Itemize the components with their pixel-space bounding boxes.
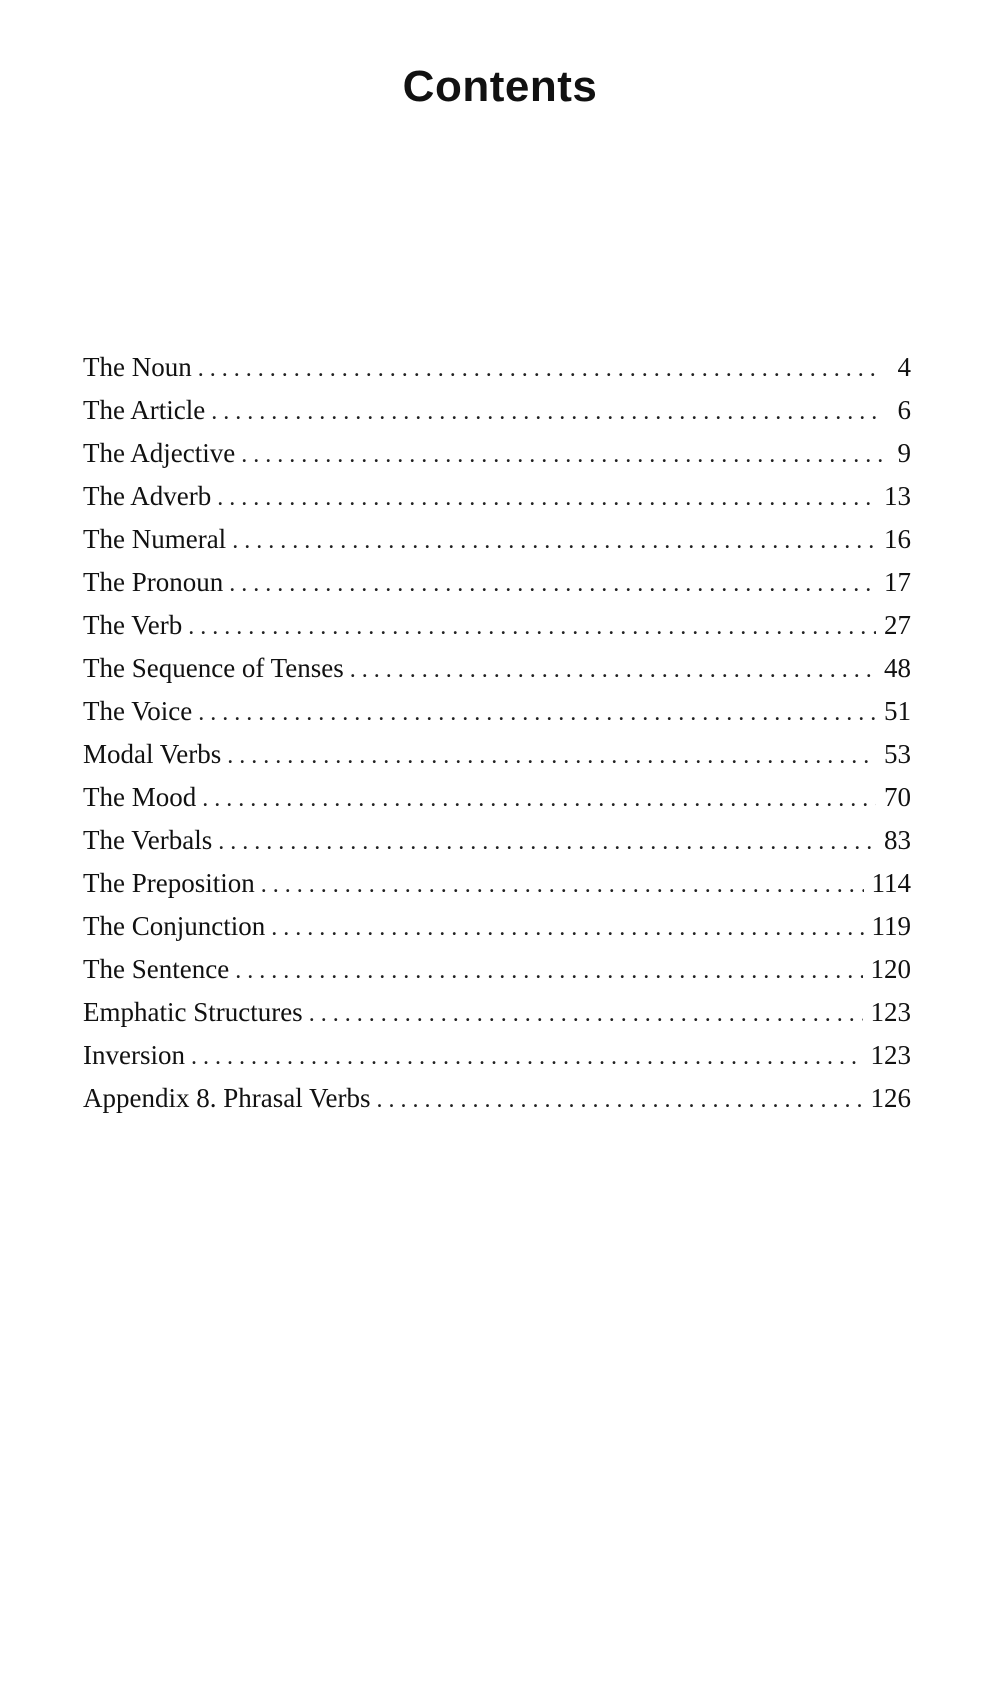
dot-leader bbox=[241, 442, 883, 469]
toc-entry-label: The Article bbox=[83, 395, 206, 425]
toc-entry-label: Modal Verbs bbox=[83, 739, 222, 769]
toc-entry[interactable] bbox=[83, 825, 911, 868]
toc-entry-label: The Adjective bbox=[83, 438, 236, 468]
toc-entry-page-number: 126 bbox=[870, 1083, 911, 1113]
dot-leader bbox=[229, 571, 876, 598]
dot-leader bbox=[309, 1001, 863, 1028]
dot-leader bbox=[271, 915, 863, 942]
table-of-contents bbox=[83, 352, 911, 1126]
toc-entry-page-number: 123 bbox=[870, 1040, 911, 1070]
dot-leader bbox=[350, 657, 876, 684]
toc-entry[interactable] bbox=[83, 438, 911, 481]
toc-entry-page-number: 53 bbox=[884, 739, 911, 769]
toc-entry[interactable] bbox=[83, 954, 911, 997]
toc-entry-label: The Voice bbox=[83, 696, 193, 726]
dot-leader bbox=[198, 356, 883, 383]
toc-entry[interactable] bbox=[83, 395, 911, 438]
dot-leader bbox=[202, 786, 876, 813]
toc-entry-label: The Adverb bbox=[83, 481, 212, 511]
dot-leader bbox=[232, 528, 876, 555]
dot-leader bbox=[211, 399, 883, 426]
toc-entry-page-number: 123 bbox=[870, 997, 911, 1027]
toc-entry-label: The Sequence of Tenses bbox=[83, 653, 344, 683]
toc-entry-label: The Preposition bbox=[83, 868, 255, 898]
toc-entry-page-number: 13 bbox=[884, 481, 911, 511]
toc-entry[interactable] bbox=[83, 352, 911, 395]
page-title: Contents bbox=[402, 62, 598, 111]
toc-entry-page-number: 27 bbox=[884, 610, 911, 640]
dot-leader bbox=[191, 1044, 863, 1071]
toc-entry-page-number: 4 bbox=[897, 352, 911, 382]
toc-entry[interactable] bbox=[83, 997, 911, 1040]
toc-entry[interactable] bbox=[83, 567, 911, 610]
dot-leader bbox=[261, 872, 864, 899]
dot-leader bbox=[235, 958, 862, 985]
toc-entry-page-number: 114 bbox=[871, 868, 911, 898]
toc-entry-page-number: 9 bbox=[897, 438, 911, 468]
toc-entry-page-number: 83 bbox=[884, 825, 911, 855]
dot-leader bbox=[217, 485, 876, 512]
toc-entry-label: The Conjunction bbox=[83, 911, 266, 941]
toc-entry[interactable] bbox=[83, 524, 911, 567]
toc-entry[interactable] bbox=[83, 782, 911, 825]
toc-entry-page-number: 51 bbox=[884, 696, 911, 726]
toc-entry-label: Inversion bbox=[83, 1040, 185, 1070]
toc-entry-label: Appendix 8. Phrasal Verbs bbox=[83, 1083, 371, 1113]
toc-entry-page-number: 120 bbox=[870, 954, 911, 984]
dot-leader bbox=[376, 1087, 862, 1114]
toc-entry[interactable] bbox=[83, 1083, 911, 1126]
toc-entry[interactable] bbox=[83, 610, 911, 653]
toc-entry[interactable] bbox=[83, 653, 911, 696]
dot-leader bbox=[218, 829, 876, 856]
toc-entry[interactable] bbox=[83, 911, 911, 954]
toc-entry-label: The Pronoun bbox=[83, 567, 224, 597]
toc-entry-label: The Noun bbox=[83, 352, 192, 382]
toc-entry[interactable] bbox=[83, 1040, 911, 1083]
toc-entry-label: The Sentence bbox=[83, 954, 230, 984]
dot-leader bbox=[188, 614, 876, 641]
toc-entry-page-number: 17 bbox=[884, 567, 911, 597]
toc-entry-page-number: 48 bbox=[884, 653, 911, 683]
toc-entry[interactable] bbox=[83, 739, 911, 782]
toc-entry-page-number: 16 bbox=[884, 524, 911, 554]
toc-entry-page-number: 70 bbox=[884, 782, 911, 812]
dot-leader bbox=[198, 700, 876, 727]
toc-entry-label: The Verb bbox=[83, 610, 183, 640]
toc-entry[interactable] bbox=[83, 868, 911, 911]
toc-entry-label: The Numeral bbox=[83, 524, 227, 554]
dot-leader bbox=[227, 743, 876, 770]
toc-entry-page-number: 119 bbox=[871, 911, 911, 941]
toc-entry-label: The Mood bbox=[83, 782, 197, 812]
toc-entry[interactable] bbox=[83, 696, 911, 739]
toc-entry[interactable] bbox=[83, 481, 911, 524]
toc-entry-label: Emphatic Structures bbox=[83, 997, 303, 1027]
toc-entry-label: The Verbals bbox=[83, 825, 213, 855]
toc-entry-page-number: 6 bbox=[897, 395, 911, 425]
